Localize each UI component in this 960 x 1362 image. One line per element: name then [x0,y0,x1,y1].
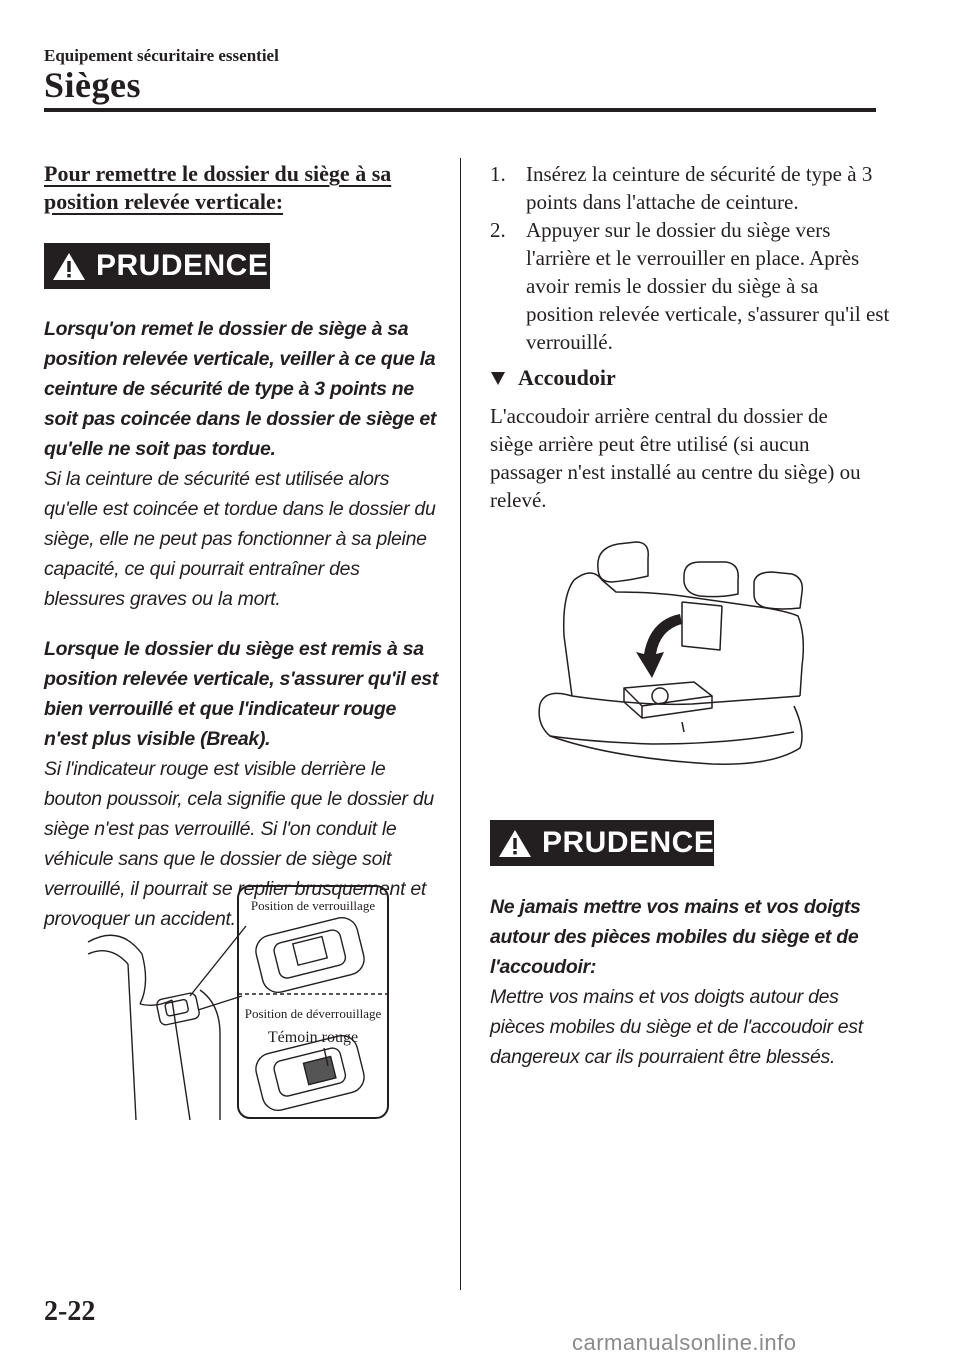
seatback-lock-illustration [80,884,400,1124]
section-heading: Pour remettre le dossier du siège à sa position relevée verticale: [44,161,392,214]
header-divider [44,108,876,112]
caution-label: PRUDENCE [96,249,269,282]
page-number: 2-22 [44,1296,96,1327]
steps-list [490,160,890,356]
triangle-down-icon [490,370,506,386]
subsection-title: Accoudoir [518,365,616,390]
step-item [490,216,890,356]
unlock-position-label: Position de déverrouillage [244,1006,382,1021]
armrest-paragraph: L'accoudoir arrière central du dossier de siège arrière peut être utilisé (si aucun passager n'est installé au centre du siège) ou relevé. [490,404,861,512]
caution-text: Mettre vos mains et vos doigts autour des pièces mobiles du siège et de l'accoudoir est dangereux car ils pourraient être blessés. [490,986,863,1068]
caution-text-1: Si la ceinture de sécurité est utilisée alors qu'elle est coincée et tordue dans le dossier du siège, elle ne peut pas fonctionner à sa pleine capacité, ce qui pourrait entraîner des blessures graves ou la mort. [44,468,436,610]
warning-icon [52,251,86,281]
caution-banner [44,243,270,289]
caution-bold: Ne jamais mettre vos mains et vos doigts autour des pièces mobiles du siège et de l'accoudoir: [490,896,861,978]
caution-bold-2: Lorsque le dossier du siège est remis à sa position relevée verticale, s'assurer qu'il est bien verrouillé et que l'indicateur rouge n'est plus visible (Break). [44,638,439,750]
caution-banner [490,820,714,866]
caution-text-2: Si l'indicateur rouge est visible derrière le bouton poussoir, cela signifie que le dossier du siège n'est pas verrouillé. Si l'on conduit le véhicule sans que le dossier de siège soit verrouillé, il pourrait se replier brusquement et provoquer un accident. [44,758,434,930]
warning-icon [498,828,532,858]
caution-label: PRUDENCE [542,826,715,859]
step-number: 2. [490,218,506,242]
lock-position-label: Position de verrouillage [250,898,376,913]
watermark: carmanualsonline.info [572,1330,797,1355]
subsection-heading [490,365,616,391]
caution-text-block [44,314,439,934]
step-text: Appuyer sur le dossier du siège vers l'arrière et le verrouiller en place. Après avoir remis le dossier du siège à sa position relevée verticale, s'assurer qu'il est verrouillé. [526,218,890,354]
column-divider [460,158,461,1290]
rear-seat-armrest-illustration [532,536,804,780]
page-title: Sièges [44,65,141,105]
caution-text-block [490,892,870,1072]
indicator-label: Témoin rouge [267,1029,359,1046]
step-text: Insérez la ceinture de sécurité de type à 3 points dans l'attache de ceinture. [526,162,873,214]
caution-bold-1: Lorsqu'on remet le dossier de siège à sa position relevée verticale, veiller à ce que la ceinture de sécurité de type à 3 points ne soit pas coincée dans le dossier de siège et qu'elle ne soit pas tordue. [44,318,437,460]
section-label: Equipement sécuritaire essentiel [44,46,279,65]
step-item [490,160,890,216]
step-number: 1. [490,162,506,186]
